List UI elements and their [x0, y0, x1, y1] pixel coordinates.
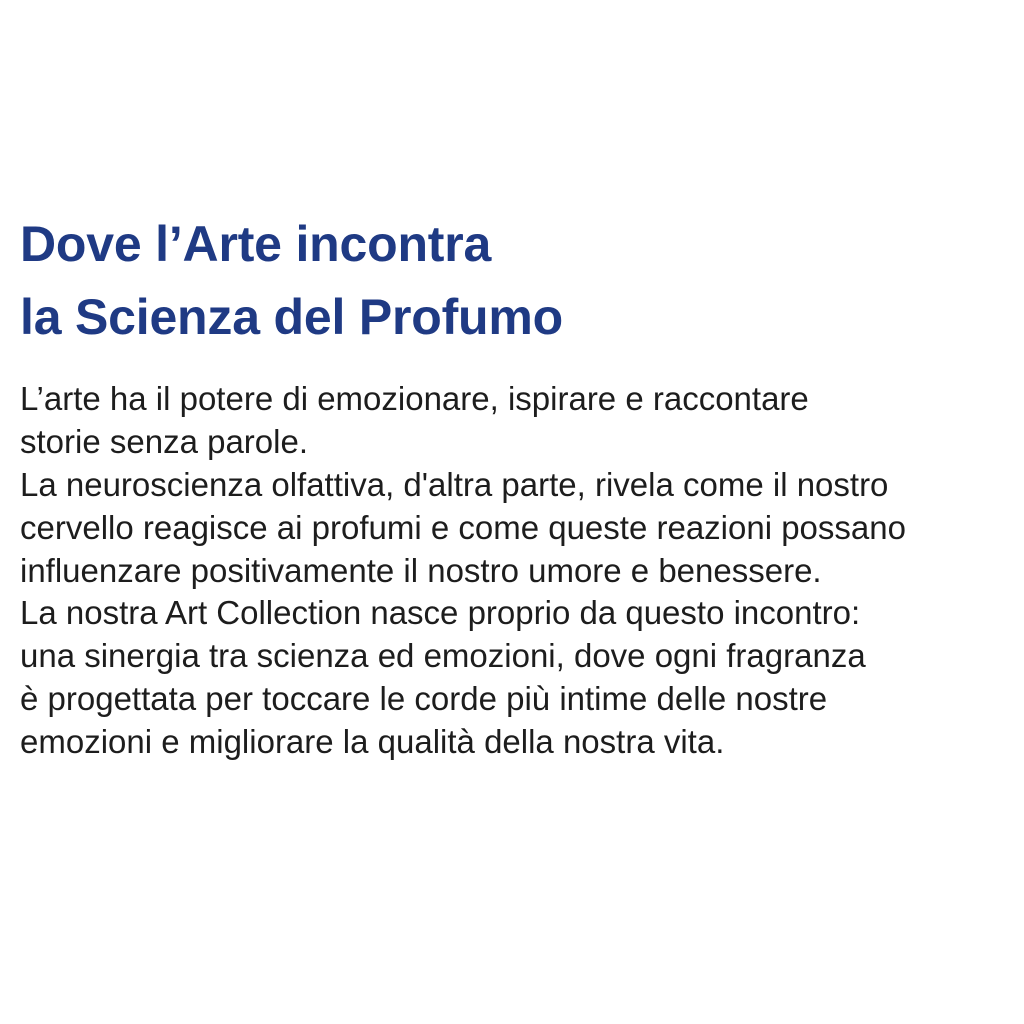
paragraph-1	[20, 378, 1004, 464]
paragraph-2-line-1: La neuroscienza olfattiva, d'altra parte, rivela come il nostro	[20, 465, 889, 503]
text-block	[20, 208, 1004, 764]
page-title-line-2: la Scienza del Profumo	[20, 289, 563, 345]
paragraph-3-line-3: è progettata per toccare le corde più intime delle nostre	[20, 680, 828, 718]
paragraph-2	[20, 464, 1004, 593]
paragraph-3	[20, 592, 1004, 764]
paragraph-3-line-2: una sinergia tra scienza ed emozioni, dove ogni fragranza	[20, 637, 866, 675]
paragraph-3-line-4: emozioni e migliorare la qualità della nostra vita.	[20, 723, 725, 761]
paragraph-1-line-2: storie senza parole.	[20, 422, 308, 460]
page-title-line-1: Dove l’Arte incontra	[20, 216, 492, 272]
paragraph-2-line-3: influenzare positivamente il nostro umore e benessere.	[20, 551, 822, 589]
paragraph-2-line-2: cervello reagisce ai profumi e come queste reazioni possano	[20, 508, 906, 546]
body-text	[20, 378, 1004, 764]
paragraph-3-line-1: La nostra Art Collection nasce proprio da questo incontro:	[20, 594, 861, 632]
paragraph-1-line-1: L’arte ha il potere di emozionare, ispirare e raccontare	[20, 380, 809, 417]
page-title	[20, 208, 1004, 354]
